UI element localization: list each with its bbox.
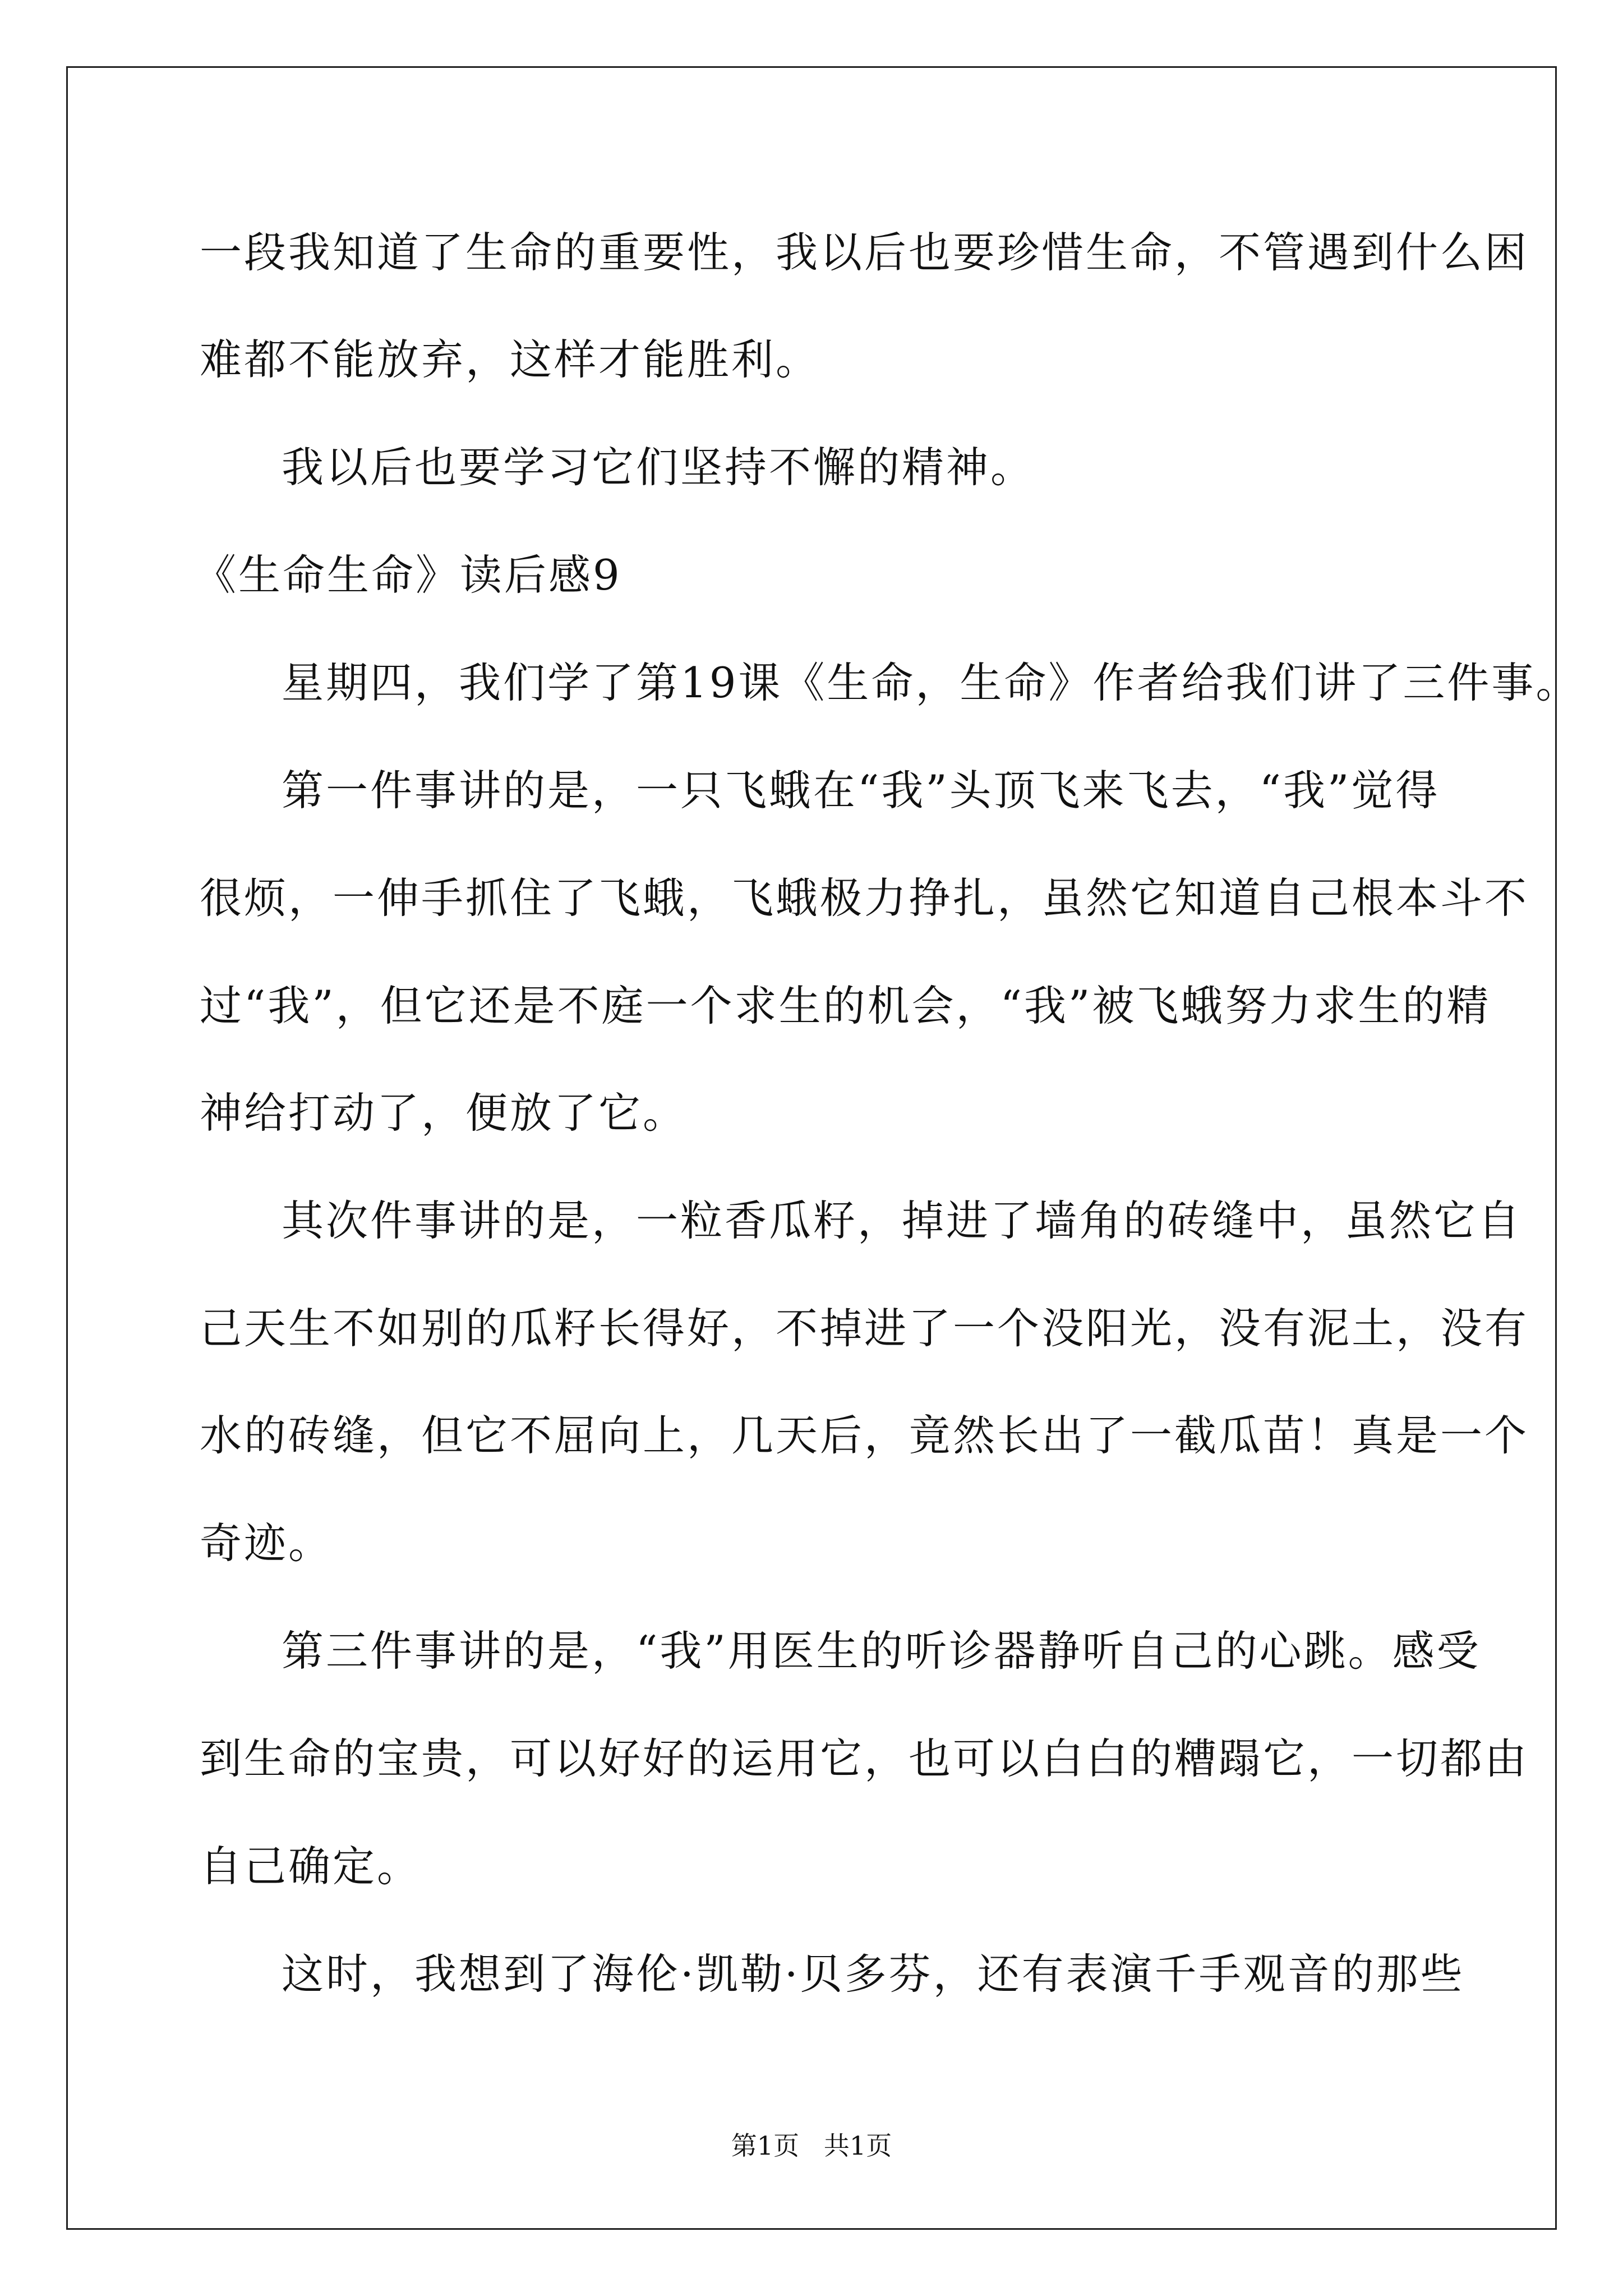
text-line-11: 己天生不如别的瓜籽长得好，不掉进了一个没阳光，没有泥土，没有 (200, 1304, 1529, 1353)
text-line-17: 这时，我想到了海伦·凯勒·贝多芬，还有表演千手观音的那些 (282, 1949, 1465, 1999)
text-line-14: 第三件事讲的是，“我”用医生的听诊器静听自己的心跳。感受 (282, 1626, 1481, 1676)
text-line-13: 奇迹。 (200, 1519, 333, 1568)
text-line-9: 神给打动了，便放了它。 (200, 1088, 688, 1138)
text-line-8: 过“我”，但它还是不庭一个求生的机会，“我”被飞蛾努力求生的精 (200, 981, 1491, 1030)
text-line-1: 一段我知道了生命的重要性，我以后也要珍惜生命，不管遇到什么困 (200, 228, 1529, 277)
page-border (66, 66, 1580, 2230)
page-footer: 第1页 共1页 (731, 2131, 892, 2161)
section-heading: 《生命生命》读后感9 (194, 550, 622, 600)
text-line-2: 难都不能放弃，这样才能胜利。 (200, 335, 820, 384)
text-line-7: 很烦，一伸手抓住了飞蛾，飞蛾极力挣扎，虽然它知道自己根本斗不 (200, 873, 1529, 923)
text-line-6: 第一件事讲的是，一只飞蛾在“我”头顶飞来飞去，“我”觉得 (282, 766, 1440, 815)
text-line-12: 水的砖缝，但它不屈向上，几天后，竟然长出了一截瓜苗！真是一个 (200, 1411, 1529, 1460)
text-line-15: 到生命的宝贵，可以好好的运用它，也可以白白的糟蹋它，一切都由 (200, 1734, 1529, 1783)
text-line-16: 自己确定。 (200, 1842, 422, 1891)
text-line-5: 星期四，我们学了第19课《生命，生命》作者给我们讲了三件事。 (282, 658, 1580, 707)
text-line-3: 我以后也要学习它们坚持不懈的精神。 (282, 443, 1035, 492)
text-line-10: 其次件事讲的是，一粒香瓜籽，掉进了墙角的砖缝中，虽然它自 (282, 1196, 1523, 1245)
